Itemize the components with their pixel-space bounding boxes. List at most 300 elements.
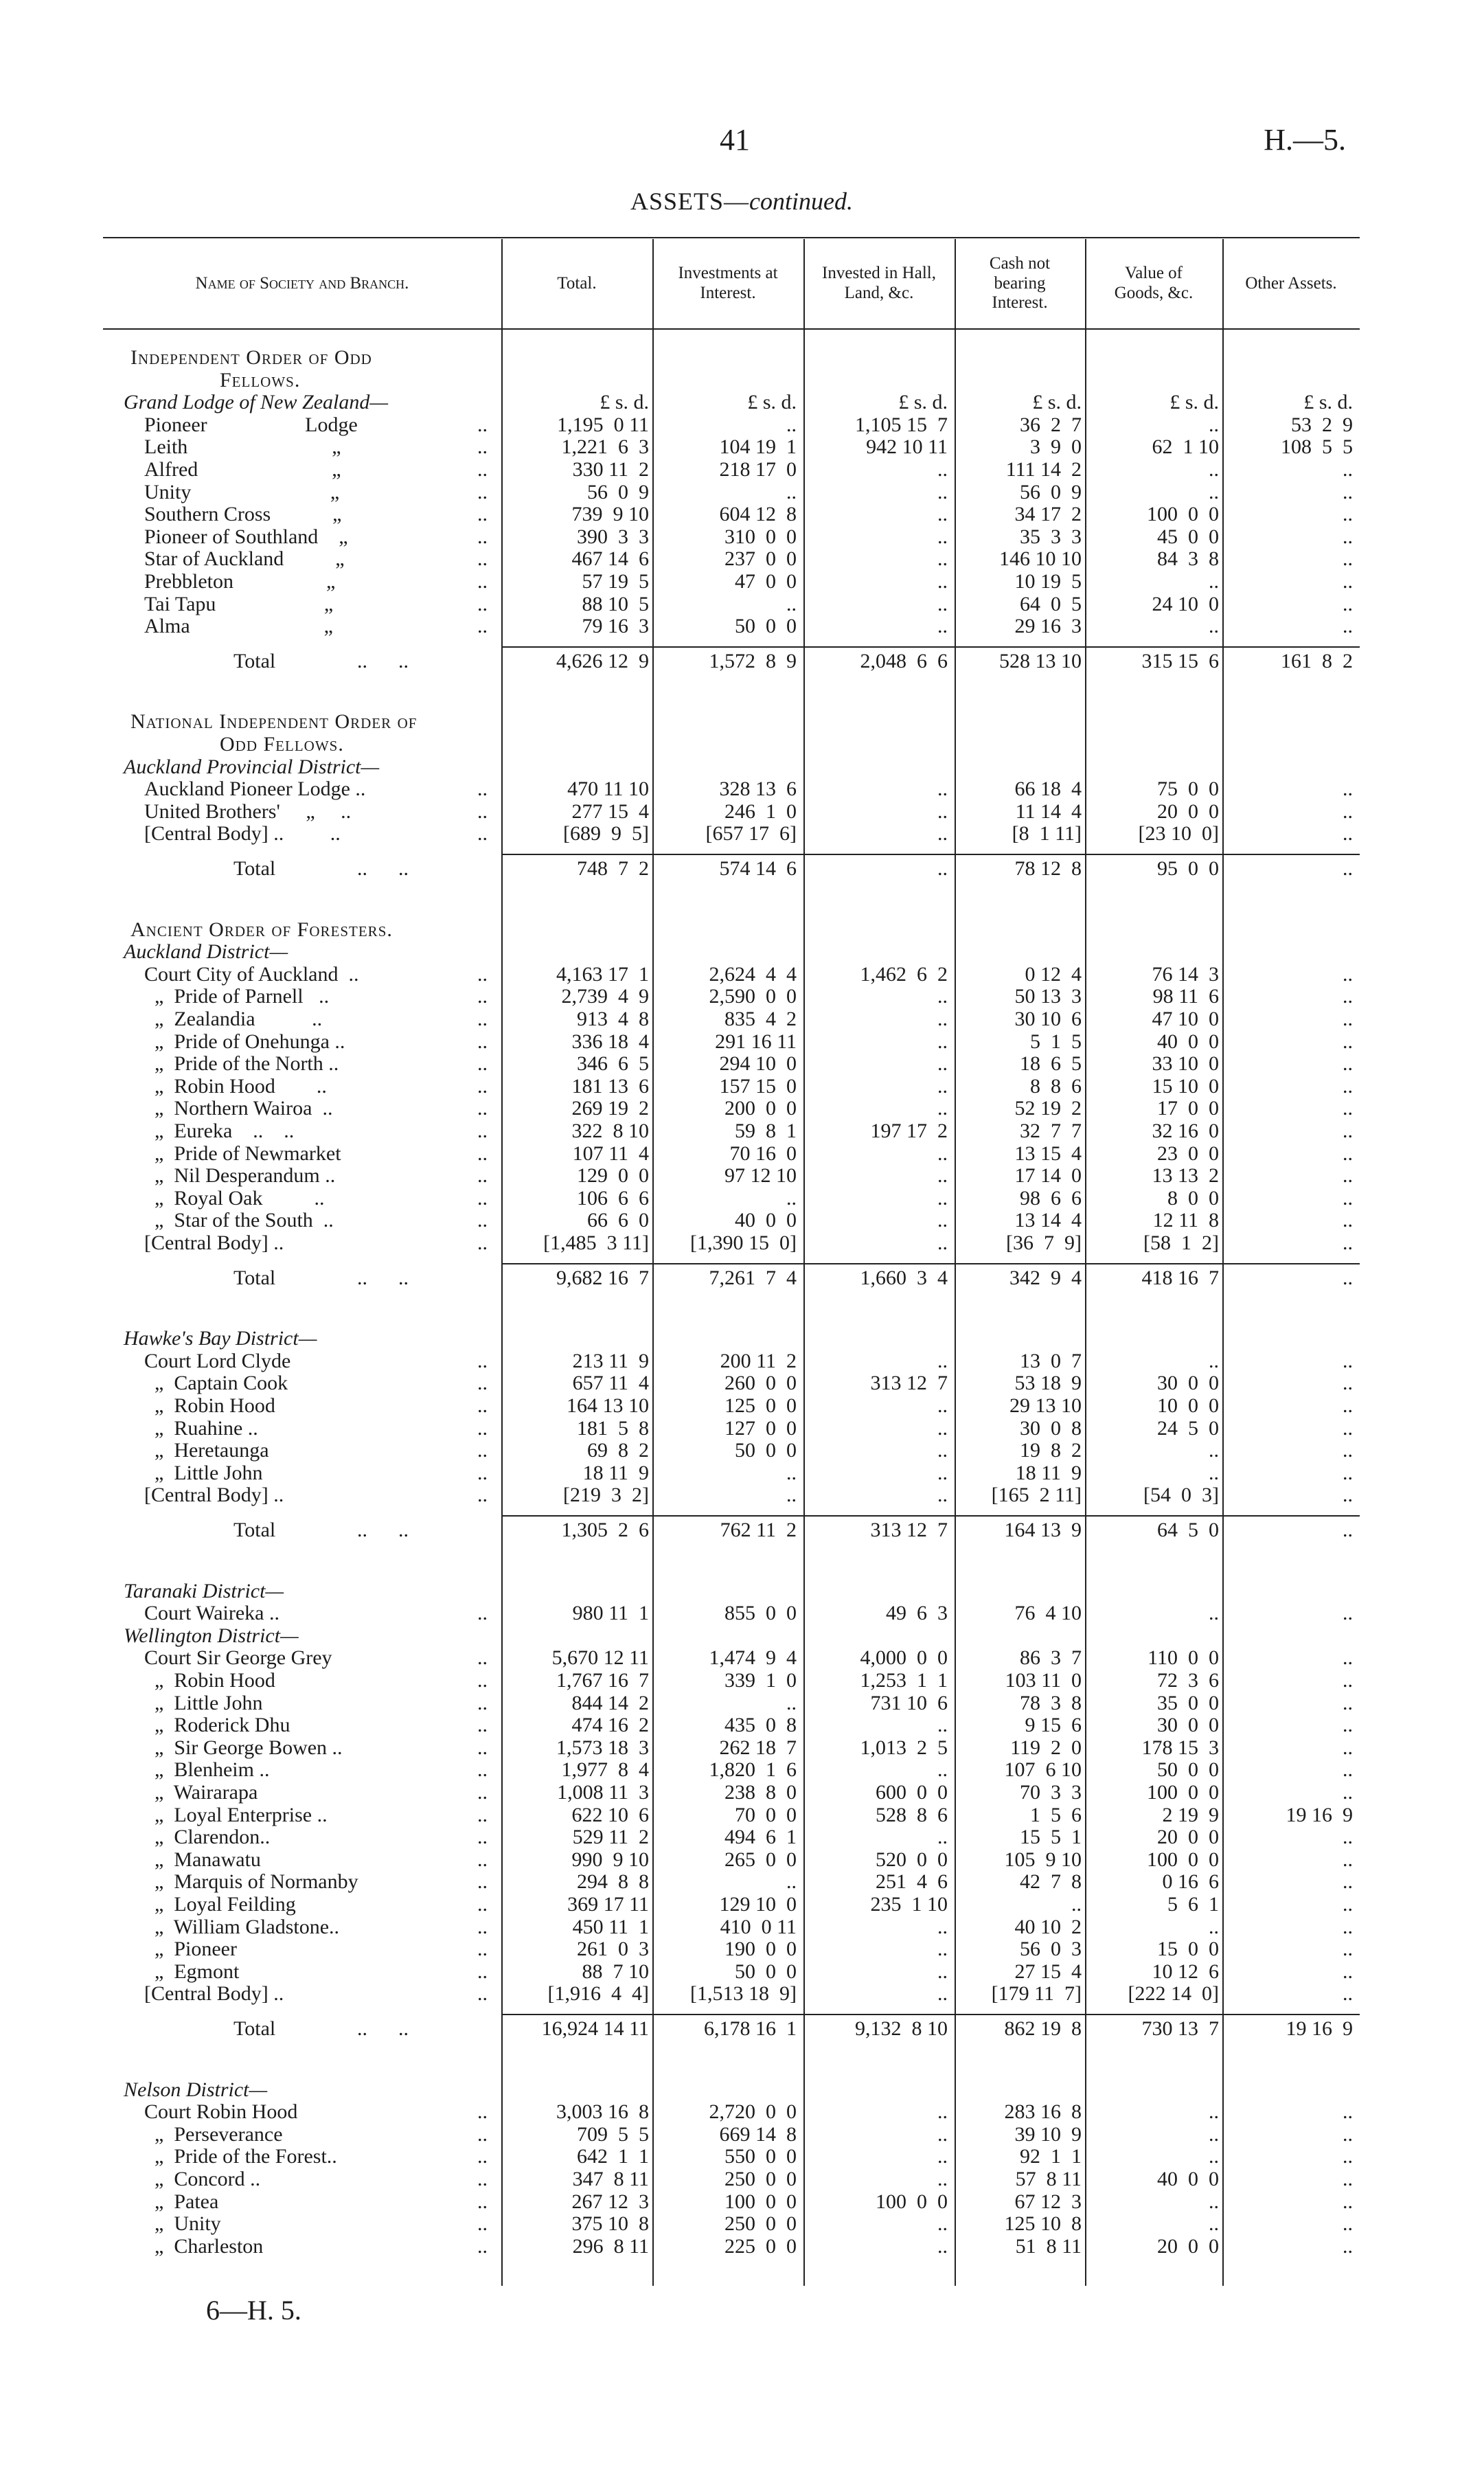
cell-value: 528 13 10 xyxy=(999,649,1082,672)
cell-value: 18 6 5 xyxy=(1020,1052,1082,1076)
cell-value: 11 14 4 xyxy=(1015,799,1082,823)
cell-value: .. xyxy=(1343,2212,1353,2236)
leader-dots: .. .. xyxy=(357,649,409,672)
row-label: Grand Lodge of New Zealand— xyxy=(124,391,389,414)
cell-value: 2,590 0 0 xyxy=(709,985,797,1008)
cell-value: 92 1 1 xyxy=(1020,2145,1082,2168)
cell-value: .. xyxy=(1343,1120,1353,1142)
cell-value: 313 12 7 xyxy=(870,1519,948,1541)
cell-value: 1,305 2 6 xyxy=(561,1519,649,1541)
cell-value: 17 14 0 xyxy=(1014,1164,1082,1188)
cell-value: .. xyxy=(1343,1484,1353,1507)
total-rule xyxy=(501,2014,1360,2015)
row-label: Court City of Auckland .. xyxy=(144,962,359,986)
table-row xyxy=(103,1418,1360,1440)
row-label: Hawke's Bay District— xyxy=(124,1327,317,1350)
cell-value: .. xyxy=(937,480,948,503)
cell-value: .. xyxy=(937,857,948,880)
cell-value: .. xyxy=(1343,1646,1353,1670)
cell-value: 100 0 0 xyxy=(1147,503,1219,526)
leader-dots: .. xyxy=(446,1232,488,1254)
cell-value: 197 17 2 xyxy=(870,1120,948,1142)
leader-dots: .. xyxy=(446,1030,488,1053)
cell-value: 53 18 9 xyxy=(1014,1372,1082,1395)
cell-value: .. xyxy=(1343,1030,1353,1053)
cell-value: .. xyxy=(786,1691,797,1714)
row-label: „ Blenheim .. xyxy=(144,1758,270,1782)
row-label: „ Heretaunga xyxy=(144,1439,269,1462)
cell-value: .. xyxy=(937,1439,948,1462)
row-label: „ Zealandia .. xyxy=(144,1008,323,1030)
table-row xyxy=(103,1165,1360,1187)
table-row xyxy=(103,778,1360,800)
row-label: Star of Auckland „ xyxy=(144,547,345,571)
total-row xyxy=(103,650,1360,672)
cell-value: 100 0 0 xyxy=(876,2190,948,2213)
table-row xyxy=(103,526,1360,548)
table-row xyxy=(103,1737,1360,1759)
cell-value: .. xyxy=(1343,503,1353,526)
cell-value: 27 15 4 xyxy=(1014,1960,1082,1983)
row-label: „ Nil Desperandum .. xyxy=(144,1164,336,1188)
cell-value: 246 1 0 xyxy=(724,799,797,823)
cell-value: 520 0 0 xyxy=(876,1848,948,1871)
cell-value: 4,626 12 9 xyxy=(556,649,649,672)
cell-value: 53 2 9 xyxy=(1291,413,1353,436)
cell-value: 30 0 0 xyxy=(1157,1372,1219,1395)
cell-value: .. xyxy=(786,413,797,436)
cell-value: .. xyxy=(1343,1372,1353,1395)
cell-value: 1,195 0 11 xyxy=(557,413,649,436)
cell-value: 709 5 5 xyxy=(577,2122,649,2146)
cell-value: 835 4 2 xyxy=(724,1008,797,1030)
cell-value: £ s. d. xyxy=(747,391,797,414)
row-label: Wellington District— xyxy=(124,1624,299,1647)
cell-value: 108 5 5 xyxy=(1281,435,1353,459)
cell-value: 265 0 0 xyxy=(724,1848,797,1871)
cell-value: 296 8 11 xyxy=(572,2234,649,2258)
cell-value: .. xyxy=(937,1097,948,1120)
cell-value: 50 0 0 xyxy=(1157,1758,1219,1782)
cell-value: 79 16 3 xyxy=(582,615,649,638)
cell-value: .. xyxy=(937,2234,948,2258)
cell-value: .. xyxy=(786,1870,797,1894)
cell-value: 98 11 6 xyxy=(1152,985,1219,1008)
cell-value: 70 0 0 xyxy=(735,1803,797,1826)
row-label: Tai Tapu „ xyxy=(144,592,334,615)
cell-value: [222 14 0] xyxy=(1128,1982,1219,2006)
total-rule xyxy=(501,854,1360,855)
cell-value: 574 14 6 xyxy=(719,857,797,880)
cell-value: .. xyxy=(1343,1461,1353,1484)
cell-value: 70 3 3 xyxy=(1020,1781,1082,1804)
leader-dots: .. xyxy=(446,480,488,503)
cell-value: [689 9 5] xyxy=(563,822,649,846)
cell-value: .. xyxy=(937,503,948,526)
table-row xyxy=(103,2168,1360,2190)
cell-value: 40 0 0 xyxy=(1157,1030,1219,1053)
cell-value: 328 13 6 xyxy=(719,778,797,801)
cell-value: 310 0 0 xyxy=(724,525,797,548)
cell-value: 97 12 10 xyxy=(724,1164,797,1188)
cell-value: .. xyxy=(1343,1960,1353,1983)
cell-value: 283 16 8 xyxy=(1004,2100,1082,2124)
row-label: Prebbleton „ xyxy=(144,570,336,593)
leader-dots: .. xyxy=(446,985,488,1008)
cell-value: 72 3 6 xyxy=(1157,1669,1219,1692)
cell-value: 106 6 6 xyxy=(577,1186,649,1210)
cell-value: 146 10 10 xyxy=(999,547,1082,571)
leader-dots: .. xyxy=(446,1736,488,1759)
cell-value: 250 0 0 xyxy=(724,2212,797,2236)
cell-value: 528 8 6 xyxy=(876,1803,948,1826)
row-label: „ Pride of Parnell .. xyxy=(144,985,330,1008)
table-row xyxy=(103,2213,1360,2235)
cell-value: 78 3 8 xyxy=(1020,1691,1082,1714)
cell-value: .. xyxy=(1343,615,1353,638)
cell-value: 88 10 5 xyxy=(582,592,649,615)
cell-value: .. xyxy=(937,1008,948,1030)
cell-value: 200 11 2 xyxy=(720,1349,797,1372)
cell-value: .. xyxy=(1343,985,1353,1008)
row-label: Fellows. xyxy=(220,368,301,391)
leader-dots: .. xyxy=(446,822,488,846)
leader-dots: .. .. xyxy=(357,1519,409,1541)
leader-dots: .. xyxy=(446,1669,488,1692)
cell-value: .. xyxy=(1343,1691,1353,1714)
cell-value: 32 16 0 xyxy=(1152,1120,1219,1142)
cell-value: .. xyxy=(1343,458,1353,481)
cell-value: .. xyxy=(937,2145,948,2168)
cell-value: 2,624 4 4 xyxy=(709,962,797,986)
cell-value: .. xyxy=(1343,1893,1353,1916)
row-label: „ Perseverance xyxy=(144,2122,283,2146)
cell-value: [165 2 11] xyxy=(991,1484,1082,1507)
cell-value: .. xyxy=(1343,1394,1353,1417)
cell-value: 24 10 0 xyxy=(1152,592,1219,615)
section-heading xyxy=(103,919,1360,941)
row-label: Court Sir George Grey xyxy=(144,1646,332,1670)
table-row xyxy=(103,801,1360,823)
cell-value: 238 8 0 xyxy=(724,1781,797,1804)
table-row xyxy=(103,1782,1360,1804)
row-label: „ Eureka .. .. xyxy=(144,1120,295,1142)
leader-dots: .. xyxy=(446,1646,488,1670)
cell-value: .. xyxy=(937,985,948,1008)
cell-value: [1,513 18 9] xyxy=(690,1982,797,2006)
cell-value: 213 11 9 xyxy=(572,1349,649,1372)
table-row xyxy=(103,503,1360,525)
row-label: „ Loyal Enterprise .. xyxy=(144,1803,328,1826)
cell-value: 98 6 6 xyxy=(1020,1186,1082,1210)
cell-value: .. xyxy=(937,525,948,548)
cell-value: .. xyxy=(937,1142,948,1165)
row-label: „ Charleston xyxy=(144,2234,264,2258)
row-label: „ Robin Hood xyxy=(144,1669,275,1692)
row-label: Southern Cross „ xyxy=(144,503,342,526)
cell-value: 467 14 6 xyxy=(571,547,649,571)
table-row xyxy=(103,1098,1360,1120)
total-row xyxy=(103,2018,1360,2040)
cell-value: 2,048 6 6 xyxy=(860,649,948,672)
cell-value: .. xyxy=(1343,1074,1353,1098)
leader-dots: .. xyxy=(446,592,488,615)
cell-value: .. xyxy=(1209,413,1219,436)
cell-value: .. xyxy=(1343,1938,1353,1961)
cell-value: 730 13 7 xyxy=(1141,2017,1219,2040)
cell-value: 18 11 9 xyxy=(1015,1461,1082,1484)
row-label: „ Roderick Dhu xyxy=(144,1714,290,1737)
cell-value: .. xyxy=(937,1960,948,1983)
cell-value: .. xyxy=(937,1915,948,1938)
cell-value: 251 4 6 xyxy=(876,1870,948,1894)
table-row xyxy=(103,1826,1360,1848)
row-label: Pioneer of Southland „ xyxy=(144,525,348,548)
cell-value: .. xyxy=(1343,1602,1353,1625)
cell-value: 748 7 2 xyxy=(577,857,649,880)
cell-value: 1,820 1 6 xyxy=(709,1758,797,1782)
cell-value: 57 19 5 xyxy=(582,570,649,593)
cell-value: .. xyxy=(1343,857,1353,880)
cell-value: 50 0 0 xyxy=(735,615,797,638)
cell-value: 36 2 7 xyxy=(1020,413,1082,436)
leader-dots: .. xyxy=(446,413,488,436)
table-row xyxy=(103,823,1360,845)
cell-value: 218 17 0 xyxy=(719,458,797,481)
cell-value: .. xyxy=(937,1074,948,1098)
row-label: [Central Body] .. .. xyxy=(144,822,341,846)
cell-value: 980 11 1 xyxy=(572,1602,649,1625)
cell-value: 9,132 8 10 xyxy=(855,2017,948,2040)
cell-value: 16,924 14 11 xyxy=(541,2017,649,2040)
page-number: 41 xyxy=(720,123,750,157)
row-label: „ Pride of the North .. xyxy=(144,1052,339,1076)
cell-value: .. xyxy=(1343,1915,1353,1938)
cell-value: .. xyxy=(1343,547,1353,571)
table-row xyxy=(103,1647,1360,1669)
cell-value: 15 10 0 xyxy=(1152,1074,1219,1098)
cell-value: 913 4 8 xyxy=(577,1008,649,1030)
cell-value: 42 7 8 xyxy=(1020,1870,1082,1894)
cell-value: .. xyxy=(1209,1439,1219,1462)
cell-value: 731 10 6 xyxy=(870,1691,948,1714)
table-row xyxy=(103,1804,1360,1826)
row-label: Court Lord Clyde xyxy=(144,1349,291,1372)
cell-value: 225 0 0 xyxy=(724,2234,797,2258)
cell-value: 34 17 2 xyxy=(1014,503,1082,526)
leader-dots: .. xyxy=(446,2190,488,2213)
cell-value: 330 11 2 xyxy=(572,458,649,481)
cell-value: 3,003 16 8 xyxy=(556,2100,649,2124)
cell-value: 657 11 4 xyxy=(572,1372,649,1395)
leader-dots: .. xyxy=(446,1893,488,1916)
cell-value: 100 0 0 xyxy=(724,2190,797,2213)
cell-value: 64 5 0 xyxy=(1157,1519,1219,1541)
cell-value: 9 15 6 xyxy=(1025,1714,1082,1737)
cell-value: 390 3 3 xyxy=(577,525,649,548)
table-row xyxy=(103,964,1360,986)
cell-value: .. xyxy=(937,1394,948,1417)
cell-value: 47 0 0 xyxy=(735,570,797,593)
cell-value: 110 0 0 xyxy=(1148,1646,1219,1670)
header-other: Other Assets. xyxy=(1245,273,1337,293)
leader-dots: .. xyxy=(446,1052,488,1076)
row-label: „ Egmont xyxy=(144,1960,240,1983)
row-label: Nelson District— xyxy=(124,2078,268,2101)
cell-value: £ s. d. xyxy=(1169,391,1219,414)
cell-value: 13 15 4 xyxy=(1014,1142,1082,1165)
cell-value: .. xyxy=(1209,570,1219,593)
leader-dots: .. xyxy=(446,1691,488,1714)
cell-value: .. xyxy=(1343,1982,1353,2006)
cell-value: [1,485 3 11] xyxy=(543,1232,649,1254)
table-row xyxy=(103,1210,1360,1232)
row-label: „ Pride of the Forest.. xyxy=(144,2145,337,2168)
cell-value: 70 16 0 xyxy=(729,1142,797,1165)
cell-value: 10 19 5 xyxy=(1014,570,1082,593)
cell-value: 450 11 1 xyxy=(572,1915,649,1938)
cell-value: 1,572 8 9 xyxy=(709,649,797,672)
leader-dots: .. xyxy=(446,1120,488,1142)
row-label: „ Star of the South .. xyxy=(144,1209,334,1232)
row-label: [Central Body] .. xyxy=(144,1484,284,1507)
cell-value: .. xyxy=(1343,1097,1353,1120)
cell-value: 1,660 3 4 xyxy=(860,1266,948,1289)
cell-value: .. xyxy=(1343,799,1353,823)
cell-value: .. xyxy=(1209,1461,1219,1484)
table-row xyxy=(103,1143,1360,1165)
cell-value: 294 8 8 xyxy=(577,1870,649,1894)
cell-value: 0 12 4 xyxy=(1025,962,1082,986)
header-name: Name of Society and Branch. xyxy=(195,273,409,293)
cell-value: 30 0 0 xyxy=(1157,1714,1219,1737)
cell-value: .. xyxy=(1343,2168,1353,2190)
cell-value: .. xyxy=(1343,1052,1353,1076)
table-row xyxy=(103,615,1360,637)
cell-value: .. xyxy=(786,1461,797,1484)
cell-value: 45 0 0 xyxy=(1157,525,1219,548)
table-row xyxy=(103,1916,1360,1938)
leader-dots: .. xyxy=(446,1394,488,1417)
cell-value: .. xyxy=(1209,2212,1219,2236)
cell-value: 10 0 0 xyxy=(1157,1394,1219,1417)
cell-value: .. xyxy=(1209,1349,1219,1372)
cell-value: .. xyxy=(1343,778,1353,801)
table-row xyxy=(103,2146,1360,2168)
cell-value: .. xyxy=(937,1186,948,1210)
total-rule xyxy=(501,1515,1360,1517)
row-label: Total xyxy=(233,1519,276,1541)
cell-value: 62 1 10 xyxy=(1152,435,1219,459)
cell-value: .. xyxy=(937,2168,948,2190)
cell-value: .. xyxy=(1209,480,1219,503)
cell-value: .. xyxy=(1343,570,1353,593)
cell-value: .. xyxy=(1343,1186,1353,1210)
cell-value: 111 14 2 xyxy=(1005,458,1082,481)
header-cash: Cash not bearing Interest. xyxy=(989,253,1051,313)
cell-value: £ s. d. xyxy=(600,391,649,414)
cell-value: 1,221 6 3 xyxy=(561,435,649,459)
leader-dots: .. xyxy=(446,1164,488,1188)
row-label: „ Marquis of Normanby xyxy=(144,1870,358,1894)
table-row xyxy=(103,436,1360,458)
cell-value: 5 1 5 xyxy=(1030,1030,1082,1053)
cell-value: 3 9 0 xyxy=(1030,435,1082,459)
row-label: „ Concord .. xyxy=(144,2168,261,2190)
leader-dots: .. xyxy=(446,2168,488,2190)
leader-dots: .. xyxy=(446,615,488,638)
cell-value: .. xyxy=(1343,1232,1353,1254)
cell-value: 336 18 4 xyxy=(571,1030,649,1053)
cell-value: .. xyxy=(1343,962,1353,986)
cell-value: 470 11 10 xyxy=(567,778,649,801)
cell-value: .. xyxy=(786,1484,797,1507)
cell-value: 19 16 9 xyxy=(1286,1803,1353,1826)
table-row xyxy=(103,548,1360,570)
cell-value: 103 11 0 xyxy=(1005,1669,1082,1692)
cell-value: .. xyxy=(1343,525,1353,548)
leader-dots: .. xyxy=(446,1938,488,1961)
cell-value: 29 16 3 xyxy=(1014,615,1082,638)
cell-value: .. xyxy=(1343,2122,1353,2146)
cell-value: .. xyxy=(1343,1416,1353,1440)
document-reference: H.—5. xyxy=(1264,123,1346,157)
cell-value: 127 0 0 xyxy=(724,1416,797,1440)
cell-value: .. xyxy=(1209,615,1219,638)
header-goods: Value of Goods, &c. xyxy=(1114,264,1194,302)
cell-value: .. xyxy=(937,458,948,481)
cell-value: 51 8 11 xyxy=(1015,2234,1082,2258)
row-label: „ Pride of Newmarket xyxy=(144,1142,341,1165)
leader-dots: .. xyxy=(446,1826,488,1849)
cell-value: 13 0 7 xyxy=(1020,1349,1082,1372)
cell-value: .. xyxy=(1343,1209,1353,1232)
cell-value: .. xyxy=(937,1164,948,1188)
table-row xyxy=(103,1983,1360,2005)
cell-value: 844 14 2 xyxy=(571,1691,649,1714)
row-label: Auckland Pioneer Lodge .. xyxy=(144,778,366,801)
table-row xyxy=(103,1462,1360,1484)
row-label: „ Pride of Onehunga .. xyxy=(144,1030,345,1053)
cell-value: 35 3 3 xyxy=(1020,525,1082,548)
cell-value: £ s. d. xyxy=(1032,391,1082,414)
table-top-rule xyxy=(103,237,1360,238)
cell-value: 64 0 5 xyxy=(1020,592,1082,615)
cell-value: .. xyxy=(937,822,948,846)
table-row xyxy=(103,1894,1360,1916)
cell-value: 95 0 0 xyxy=(1157,857,1219,880)
cell-value: 200 0 0 xyxy=(724,1097,797,1120)
section-heading xyxy=(103,1328,1360,1350)
cell-value: [657 17 6] xyxy=(705,822,797,846)
table-row xyxy=(103,481,1360,503)
leader-dots: .. xyxy=(446,1484,488,1507)
section-heading xyxy=(103,941,1360,963)
cell-value: .. xyxy=(937,1758,948,1782)
row-label: Total xyxy=(233,857,276,880)
leader-dots: .. xyxy=(446,1416,488,1440)
table-row xyxy=(103,459,1360,481)
cell-value: 30 0 8 xyxy=(1020,1416,1082,1440)
cell-value: 642 1 1 xyxy=(577,2145,649,2168)
cell-value: 267 12 3 xyxy=(571,2190,649,2213)
cell-value: 15 0 0 xyxy=(1157,1938,1219,1961)
table-row xyxy=(103,1692,1360,1714)
row-label: „ Loyal Feilding xyxy=(144,1893,296,1916)
cell-value: 5,670 12 11 xyxy=(551,1646,649,1670)
table-row xyxy=(103,414,1360,436)
cell-value: .. xyxy=(1343,1736,1353,1759)
